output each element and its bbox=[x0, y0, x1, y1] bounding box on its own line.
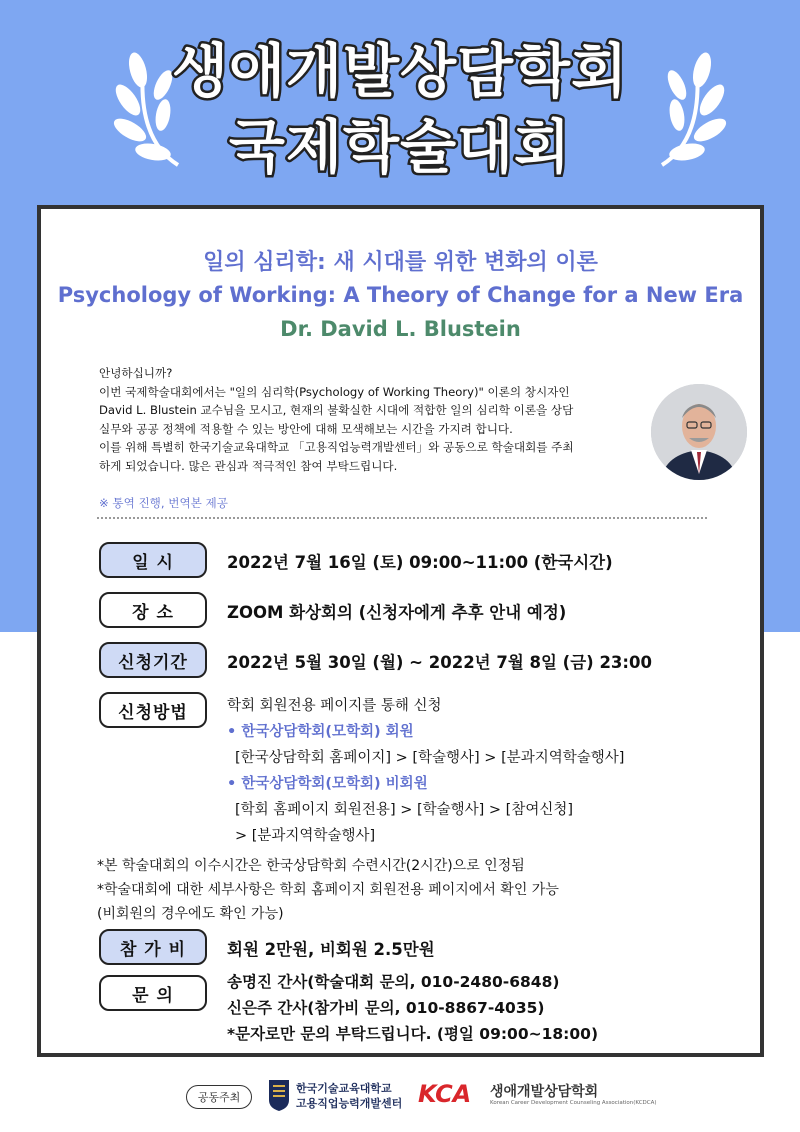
contact-details bbox=[227, 969, 598, 1047]
cohost-badge: 공동주최 bbox=[186, 1085, 252, 1109]
koreatech-name bbox=[296, 1081, 402, 1111]
contact-line: 신은주 간사(참가비 문의, 010-8867-4035) bbox=[227, 999, 545, 1017]
kca-logo-icon bbox=[418, 1080, 484, 1106]
intro-line: David L. Blustein 교수님을 모시고, 현재의 불확실한 시대에 적합한 일의 심리학 이론을 상담 bbox=[99, 403, 574, 417]
method-intro: 학회 회원전용 페이지를 통해 신청 bbox=[227, 698, 442, 714]
intro-line: 실무와 공공 정책에 적용할 수 있는 방안에 대해 모색해보는 시간을 가지려 합니다. bbox=[99, 421, 513, 436]
notes bbox=[97, 854, 559, 926]
contact-line: 송명진 간사(학술대회 문의, 010-2480-6848) bbox=[227, 973, 560, 991]
nonmember-path-cont: > [분과지역학술행사] bbox=[235, 828, 376, 844]
place-label: 장 소 bbox=[99, 592, 207, 628]
koreatech-emblem-icon bbox=[268, 1078, 290, 1112]
speaker-portrait bbox=[651, 384, 747, 480]
main-title-line1: 생애개발상담학회 bbox=[171, 37, 629, 105]
nonmember-title: • 한국상담학회(모학회) 비회원 bbox=[227, 776, 428, 792]
footer bbox=[0, 1070, 800, 1130]
contact-label: 문 의 bbox=[99, 975, 207, 1011]
fee-value: 회원 2만원, 비회원 2.5만원 bbox=[227, 940, 435, 959]
koreatech-line2: 고용직업능력개발센터 bbox=[296, 1097, 403, 1110]
date-label: 일 시 bbox=[99, 542, 207, 578]
event-title-en: Psychology of Working: A Theory of Change for a New Era bbox=[57, 283, 744, 307]
period-label: 신청기간 bbox=[99, 642, 207, 678]
intro-line: 하게 되었습니다. 많은 관심과 적극적인 참여 부탁드립니다. bbox=[99, 458, 398, 473]
event-title-ko: 일의 심리학: 새 시대를 위한 변화의 이론 bbox=[203, 250, 598, 275]
method-label: 신청방법 bbox=[99, 692, 207, 728]
section-divider bbox=[97, 517, 707, 519]
interpretation-note: ※ 통역 진행, 번역본 제공 bbox=[99, 496, 228, 510]
kca-name: 생애개발상담학회 bbox=[490, 1084, 599, 1100]
nonmember-path: [학회 홈페이지 회원전용] > [학술행사] > [참여신청] bbox=[235, 802, 574, 818]
contact-line: *문자로만 문의 부탁드립니다. (평일 09:00~18:00) bbox=[227, 1025, 599, 1043]
method-details bbox=[227, 693, 624, 849]
note-line: (비회원의 경우에도 확인 가능) bbox=[97, 906, 284, 922]
place-value: ZOOM 화상회의 (신청자에게 추후 안내 예정) bbox=[227, 603, 567, 622]
intro-line: 이를 위해 특별히 한국기술교육대학교 「고용직업능력개발센터」와 공동으로 학술대회를 주최 bbox=[99, 440, 574, 454]
info-card bbox=[37, 205, 764, 1057]
koreatech-line1: 한국기술교육대학교 bbox=[296, 1082, 392, 1095]
member-path: [한국상담학회 홈페이지] > [학술행사] > [분과지역학술행사] bbox=[235, 750, 625, 766]
note-line: *학술대회에 대한 세부사항은 학회 홈페이지 회원전용 페이지에서 확인 가능 bbox=[97, 882, 559, 898]
kca-english-name: Korean Career Development Counseling Association(KCDCA) bbox=[490, 1100, 657, 1106]
svg-text:KCA: KCA bbox=[418, 1080, 472, 1106]
period-value: 2022년 5월 30일 (월) ~ 2022년 7월 8일 (금) 23:00 bbox=[227, 653, 652, 672]
intro-line: 이번 국제학술대회에서는 "일의 심리학(Psychology of Working Theory)" 이론의 창시자인 bbox=[99, 384, 570, 399]
member-title: • 한국상담학회(모학회) 회원 bbox=[227, 724, 414, 740]
intro-text bbox=[99, 364, 659, 475]
main-title-line2: 국제학술대회 bbox=[228, 113, 572, 181]
intro-line: 안녕하십니까? bbox=[99, 366, 173, 380]
date-value: 2022년 7월 16일 (토) 09:00~11:00 (한국시간) bbox=[227, 553, 613, 572]
fee-label: 참 가 비 bbox=[99, 929, 207, 965]
speaker-name: Dr. David L. Blustein bbox=[280, 317, 521, 341]
note-line: *본 학술대회의 이수시간은 한국상담학회 수련시간(2시간)으로 인정됨 bbox=[97, 858, 525, 874]
